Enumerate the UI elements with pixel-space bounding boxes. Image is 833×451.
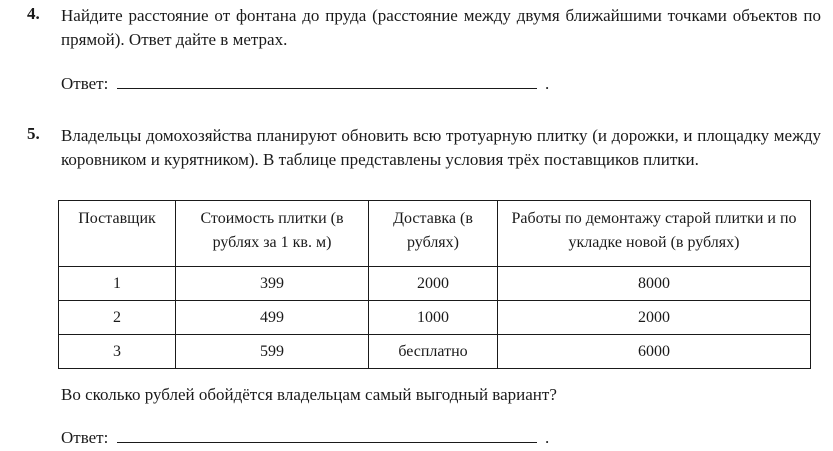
- task-4-text: Найдите расстояние от фонтана до пруда (расстояние между двумя ближайшими точками объектов по прямой). Ответ дайте в метрах.: [61, 6, 821, 49]
- task-5-answer-row: [61, 428, 581, 448]
- task-4-answer-dot: .: [545, 74, 550, 93]
- task-5-answer-field[interactable]: [117, 442, 537, 443]
- task-4-answer-row: [61, 74, 581, 94]
- table-cell: бесплатно: [369, 335, 498, 369]
- table-cell: 1: [59, 267, 176, 301]
- task-4-answer-label: Ответ:: [61, 74, 109, 93]
- table-header-cell: Доставка (в рублях): [369, 201, 498, 267]
- task-5-answer-label: Ответ:: [61, 428, 109, 447]
- table-cell: 3: [59, 335, 176, 369]
- table-row: [59, 267, 811, 301]
- table-header-cell: Работы по демонтажу старой плитки и по укладке новой (в рублях): [498, 201, 811, 267]
- table-cell: 399: [176, 267, 369, 301]
- task-5-number: 5.: [27, 124, 40, 143]
- table-header-row: [59, 201, 811, 267]
- task-5-text: Владельцы домохозяйства планируют обновить всю тротуарную плитку (и дорожки, и площадку между коровником и курятником). В таблице представлены условия трёх поставщиков плитки.: [61, 126, 821, 169]
- table-cell: 6000: [498, 335, 811, 369]
- task-4-number: 4.: [27, 4, 40, 23]
- table-cell: 1000: [369, 301, 498, 335]
- task-5-answer-dot: .: [545, 428, 550, 447]
- table-header-cell: Стоимость плитки (в рублях за 1 кв. м): [176, 201, 369, 267]
- table-header-cell: Поставщик: [59, 201, 176, 267]
- task-5-question: Во сколько рублей обойдётся владельцам самый выгодный вариант?: [61, 385, 557, 404]
- table-cell: 499: [176, 301, 369, 335]
- table-cell: 599: [176, 335, 369, 369]
- suppliers-table: [58, 200, 811, 369]
- task-4-answer-field[interactable]: [117, 88, 537, 89]
- table-cell: 2: [59, 301, 176, 335]
- table-cell: 2000: [369, 267, 498, 301]
- table-cell: 8000: [498, 267, 811, 301]
- table-row: [59, 335, 811, 369]
- table-cell: 2000: [498, 301, 811, 335]
- table-row: [59, 301, 811, 335]
